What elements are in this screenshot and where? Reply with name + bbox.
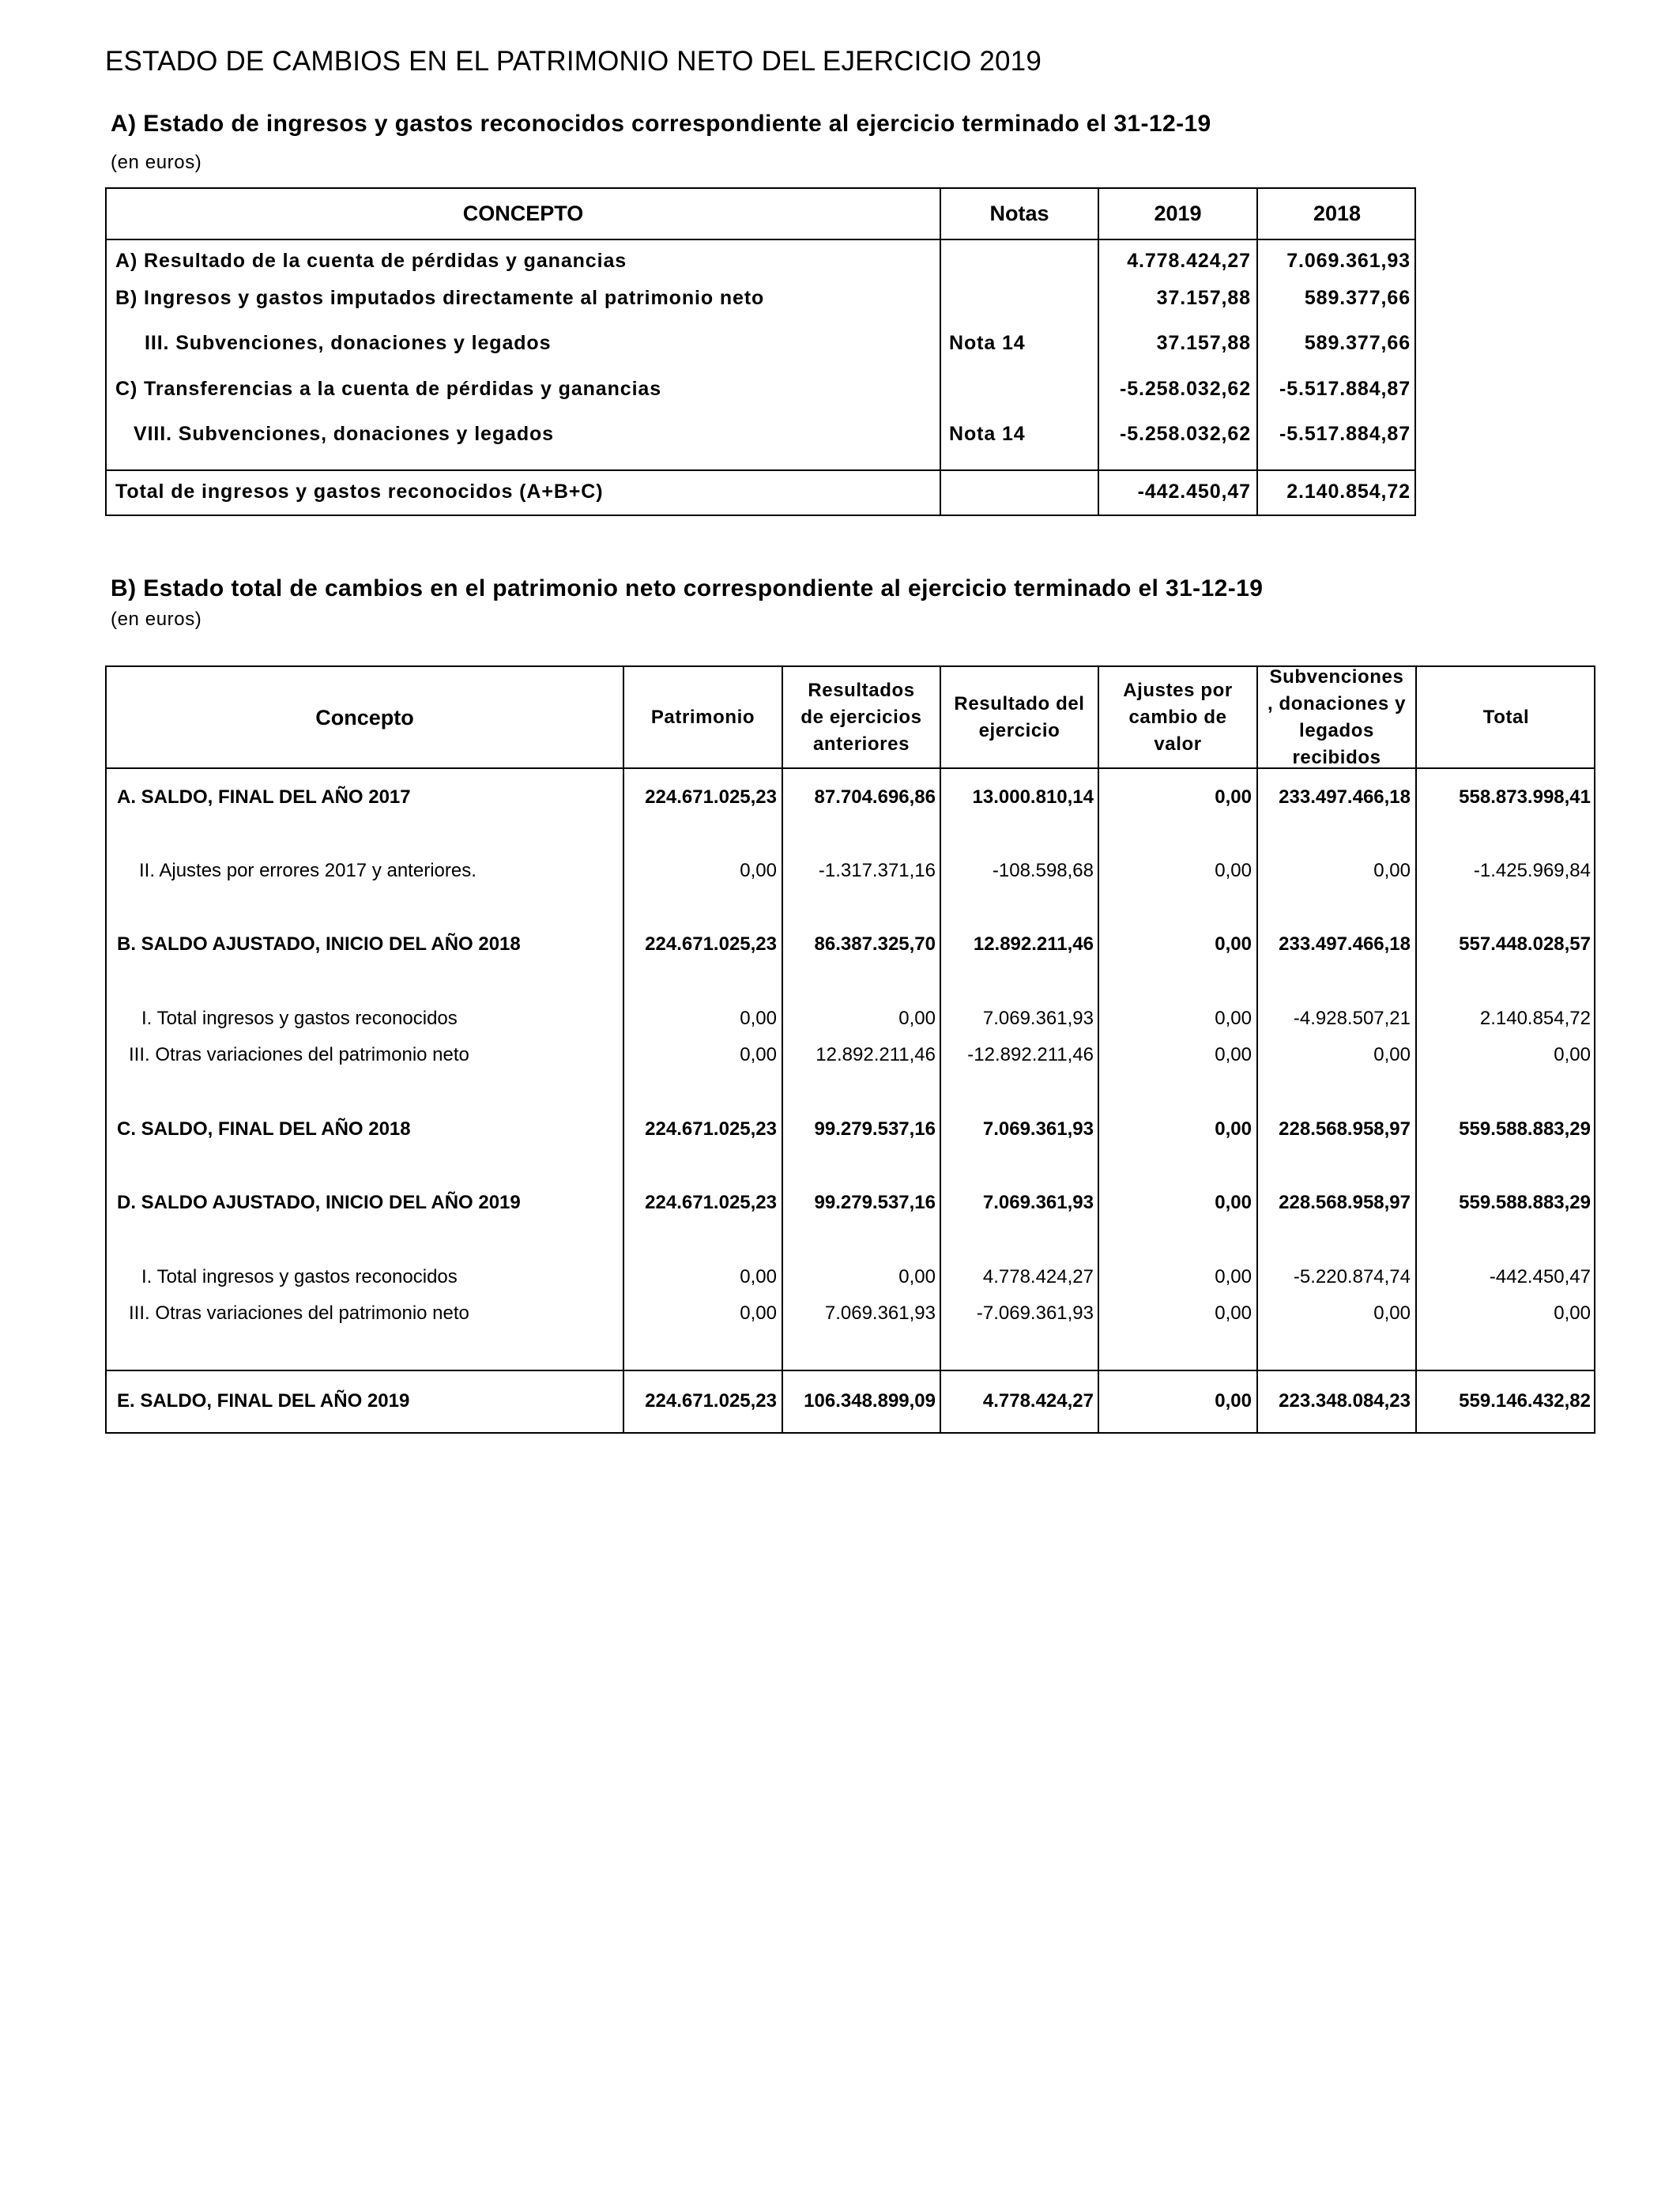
header-resultado-ejercicio xyxy=(941,667,1098,767)
page-title: ESTADO DE CAMBIOS EN EL PATRIMONIO NETO DEL EJERCICIO 2019 xyxy=(105,46,1042,77)
section-a-title: A) Estado de ingresos y gastos reconocidos correspondiente al ejercicio terminado el 31-12-19 xyxy=(111,111,1211,137)
cell-patrimonio: 0,00 xyxy=(740,860,777,881)
column-divider xyxy=(940,189,941,515)
cell-ajustes: 0,00 xyxy=(1215,860,1252,881)
cell-resultado-ejercicio: -12.892.211,46 xyxy=(967,1044,1094,1065)
total-concept: Total de ingresos y gastos reconocidos (A+B+C) xyxy=(115,481,604,503)
row-concept: III. Otras variaciones del patrimonio neto xyxy=(129,1044,469,1065)
table-row xyxy=(107,1302,1594,1325)
row-2018: 7.069.361,93 xyxy=(1286,250,1411,272)
row-concept: I. Total ingresos y gastos reconocidos xyxy=(141,1008,458,1029)
cell-resultados-anteriores: 7.069.361,93 xyxy=(824,1302,936,1324)
cell-resultados-anteriores: 86.387.325,70 xyxy=(814,933,936,955)
cell-resultado-ejercicio: 12.892.211,46 xyxy=(973,933,1094,955)
cell-subvenciones: 0,00 xyxy=(1373,1302,1411,1324)
cell-total: -442.450,47 xyxy=(1489,1266,1591,1287)
cell-ajustes: 0,00 xyxy=(1215,1192,1252,1213)
cell-patrimonio: 224.671.025,23 xyxy=(645,933,777,955)
header-line: Resultados xyxy=(808,679,915,701)
cell-total: 2.140.854,72 xyxy=(1479,1008,1591,1029)
cell-patrimonio: 224.671.025,23 xyxy=(645,1390,777,1412)
table-row xyxy=(107,1265,1594,1289)
cell-total: 559.588.883,29 xyxy=(1459,1118,1591,1140)
table-row xyxy=(107,1191,1594,1215)
row-concept: B) Ingresos y gastos imputados directamente al patrimonio neto xyxy=(115,287,765,309)
cell-patrimonio: 0,00 xyxy=(740,1008,777,1029)
header-concept: CONCEPTO xyxy=(462,202,584,225)
row-2019: 37.157,88 xyxy=(1156,332,1251,354)
cell-resultado-ejercicio: -7.069.361,93 xyxy=(976,1302,1094,1324)
cell-resultados-anteriores: 87.704.696,86 xyxy=(814,786,936,808)
cell-resultado-ejercicio: 7.069.361,93 xyxy=(982,1192,1094,1213)
row-concept: VIII. Subvenciones, donaciones y legados xyxy=(134,423,554,445)
cell-total: 559.146.432,82 xyxy=(1459,1390,1591,1412)
cell-total: -1.425.969,84 xyxy=(1473,860,1591,881)
cell-subvenciones: 228.568.958,97 xyxy=(1279,1192,1411,1213)
row-notes: Nota 14 xyxy=(949,423,1026,445)
section-a-units: (en euros) xyxy=(111,152,202,173)
cell-subvenciones: 233.497.466,18 xyxy=(1279,786,1411,808)
cell-ajustes: 0,00 xyxy=(1215,1118,1252,1140)
total-2019: -442.450,47 xyxy=(1137,481,1251,503)
table-row xyxy=(107,786,1594,809)
row-concept: III. Subvenciones, donaciones y legados xyxy=(145,332,552,354)
header-line: cambio de xyxy=(1128,706,1227,728)
cell-ajustes: 0,00 xyxy=(1215,1390,1252,1412)
section-b-units: (en euros) xyxy=(111,609,202,630)
header-line: valor xyxy=(1154,733,1202,755)
cell-resultado-ejercicio: 4.778.424,27 xyxy=(982,1390,1094,1412)
row-2019: 37.157,88 xyxy=(1156,287,1251,309)
cell-total: 0,00 xyxy=(1554,1302,1591,1324)
header-patrimonio: Patrimonio xyxy=(650,706,755,728)
row-2018: -5.517.884,87 xyxy=(1279,378,1411,400)
row-concept: II. Ajustes por errores 2017 y anteriores. xyxy=(139,860,477,881)
row-concept: C) Transferencias a la cuenta de pérdidas y ganancias xyxy=(115,378,662,400)
income-expense-table xyxy=(105,187,1416,516)
cell-ajustes: 0,00 xyxy=(1215,1302,1252,1324)
cell-subvenciones: -5.220.874,74 xyxy=(1293,1266,1411,1287)
cell-patrimonio: 0,00 xyxy=(740,1266,777,1287)
header-line: Ajustes por xyxy=(1123,679,1233,701)
total-divider xyxy=(107,469,1414,471)
cell-total: 0,00 xyxy=(1554,1044,1591,1065)
header-line: ejercicio xyxy=(978,719,1060,741)
cell-resultado-ejercicio: 13.000.810,14 xyxy=(972,786,1094,808)
header-line: anteriores xyxy=(812,733,910,755)
cell-resultados-anteriores: 12.892.211,46 xyxy=(816,1044,936,1065)
row-2019: 4.778.424,27 xyxy=(1127,250,1251,272)
cell-resultado-ejercicio: -108.598,68 xyxy=(992,860,1094,881)
cell-patrimonio: 224.671.025,23 xyxy=(645,1118,777,1140)
header-subvenciones xyxy=(1258,667,1415,767)
header-resultados-anteriores xyxy=(783,667,940,767)
header-line: , donaciones y xyxy=(1267,692,1407,714)
row-2018: -5.517.884,87 xyxy=(1279,423,1411,445)
table-row xyxy=(107,1389,1594,1413)
header-line: Resultado del xyxy=(954,692,1085,714)
cell-subvenciones: 0,00 xyxy=(1373,1044,1411,1065)
cell-subvenciones: 0,00 xyxy=(1373,860,1411,881)
row-concept: B. SALDO AJUSTADO, INICIO DEL AÑO 2018 xyxy=(117,933,521,955)
cell-resultados-anteriores: 106.348.899,09 xyxy=(804,1390,936,1412)
section-b-title: B) Estado total de cambios en el patrimonio neto correspondiente al ejercicio terminado el 31-12-19 xyxy=(111,575,1264,601)
row-concept: III. Otras variaciones del patrimonio neto xyxy=(129,1302,469,1324)
header-line: Subvenciones xyxy=(1269,665,1404,688)
cell-ajustes: 0,00 xyxy=(1215,1044,1252,1065)
row-concept: A) Resultado de la cuenta de pérdidas y ganancias xyxy=(115,250,627,272)
header-line: de ejercicios xyxy=(800,706,922,728)
row-2019: -5.258.032,62 xyxy=(1120,378,1251,400)
cell-resultados-anteriores: -1.317.371,16 xyxy=(818,860,936,881)
row-concept: D. SALDO AJUSTADO, INICIO DEL AÑO 2019 xyxy=(117,1192,521,1213)
cell-ajustes: 0,00 xyxy=(1215,933,1252,955)
header-ajustes xyxy=(1099,667,1256,767)
cell-patrimonio: 224.671.025,23 xyxy=(645,786,777,808)
row-2018: 589.377,66 xyxy=(1304,332,1411,354)
table-row xyxy=(107,933,1594,956)
equity-changes-table xyxy=(105,665,1595,1434)
table-row xyxy=(107,1118,1594,1141)
row-concept: A. SALDO, FINAL DEL AÑO 2017 xyxy=(117,786,411,808)
cell-ajustes: 0,00 xyxy=(1215,1008,1252,1029)
header-concept: Concepto xyxy=(315,705,414,729)
header-line: recibidos xyxy=(1292,746,1381,768)
cell-subvenciones: -4.928.507,21 xyxy=(1293,1008,1411,1029)
header-divider xyxy=(107,239,1414,240)
row-concept: I. Total ingresos y gastos reconocidos xyxy=(141,1266,458,1287)
row-concept: C. SALDO, FINAL DEL AÑO 2018 xyxy=(117,1118,411,1140)
header-notes: Notas xyxy=(989,202,1049,225)
row-concept: E. SALDO, FINAL DEL AÑO 2019 xyxy=(117,1390,410,1412)
total-2018: 2.140.854,72 xyxy=(1286,481,1411,503)
cell-resultado-ejercicio: 7.069.361,93 xyxy=(982,1118,1094,1140)
cell-resultados-anteriores: 0,00 xyxy=(898,1266,936,1287)
cell-subvenciones: 228.568.958,97 xyxy=(1279,1118,1411,1140)
table-row xyxy=(107,1007,1594,1031)
cell-total: 559.588.883,29 xyxy=(1459,1192,1591,1213)
cell-patrimonio: 0,00 xyxy=(740,1302,777,1324)
final-row-divider xyxy=(107,1370,1594,1371)
cell-ajustes: 0,00 xyxy=(1215,786,1252,808)
header-2018: 2018 xyxy=(1313,202,1362,225)
table-row xyxy=(107,859,1594,883)
cell-subvenciones: 223.348.084,23 xyxy=(1279,1390,1411,1412)
cell-patrimonio: 0,00 xyxy=(740,1044,777,1065)
row-2018: 589.377,66 xyxy=(1304,287,1411,309)
cell-subvenciones: 233.497.466,18 xyxy=(1279,933,1411,955)
cell-resultado-ejercicio: 7.069.361,93 xyxy=(982,1008,1094,1029)
table-row xyxy=(107,1043,1594,1067)
cell-resultados-anteriores: 0,00 xyxy=(898,1008,936,1029)
cell-resultados-anteriores: 99.279.537,16 xyxy=(814,1192,936,1213)
header-total: Total xyxy=(1482,706,1530,728)
row-notes: Nota 14 xyxy=(949,332,1026,354)
cell-ajustes: 0,00 xyxy=(1215,1266,1252,1287)
cell-resultados-anteriores: 99.279.537,16 xyxy=(814,1118,936,1140)
header-line: legados xyxy=(1299,719,1374,741)
cell-total: 557.448.028,57 xyxy=(1459,933,1591,955)
header-2019: 2019 xyxy=(1154,202,1202,225)
cell-resultado-ejercicio: 4.778.424,27 xyxy=(982,1266,1094,1287)
row-2019: -5.258.032,62 xyxy=(1120,423,1251,445)
cell-total: 558.873.998,41 xyxy=(1459,786,1591,808)
cell-patrimonio: 224.671.025,23 xyxy=(645,1192,777,1213)
